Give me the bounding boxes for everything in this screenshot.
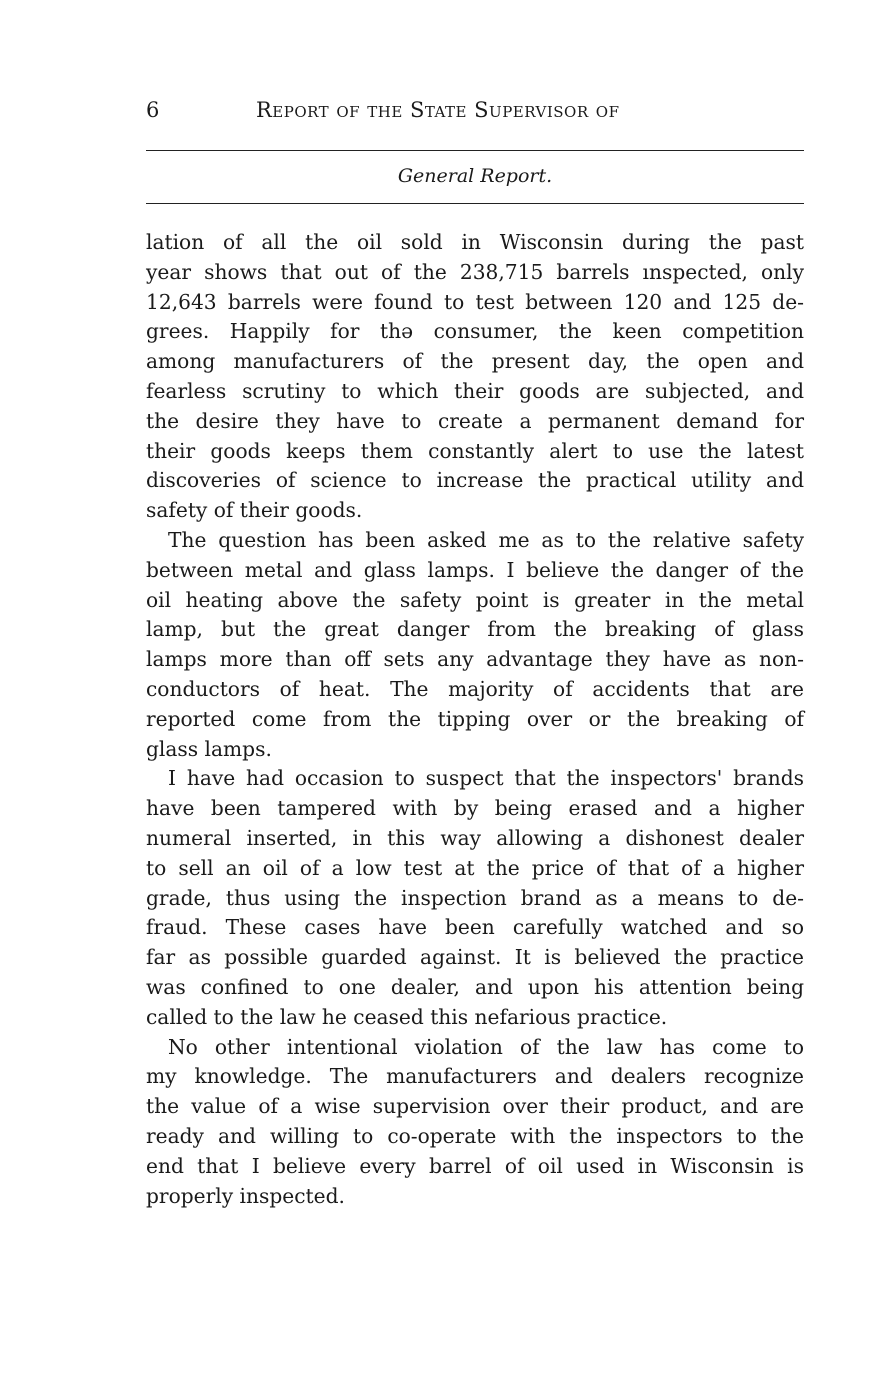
- paragraph: [146, 764, 804, 1032]
- text-line: numeral inserted, in this way allowing a dishonest dealer: [146, 825, 804, 850]
- header-rule-top: [146, 150, 804, 151]
- text-line: have been tampered with by being erased and a higher: [146, 796, 804, 821]
- body-text: [146, 228, 804, 1211]
- text-line: to sell an oil of a low test at the price of that of a higher: [146, 855, 804, 880]
- text-line: The question has been asked me as to the relative safety: [168, 527, 804, 552]
- paragraph: [146, 1033, 804, 1212]
- header-rule-bottom: [146, 203, 804, 204]
- page-number: 6: [146, 98, 160, 122]
- text-line: safety of their goods.: [146, 498, 363, 523]
- text-line: glass lamps.: [146, 736, 272, 761]
- running-head: Report of the State Supervisor of: [256, 98, 620, 122]
- text-line: fearless scrutiny to which their goods are subjected, and: [146, 378, 804, 403]
- paragraph: [146, 228, 804, 526]
- text-line: 12,643 barrels were found to test between 120 and 125 de-: [146, 289, 804, 314]
- text-line: lamps more than off sets any advantage they have as non-: [146, 647, 804, 672]
- text-line: oil heating above the safety point is greater in the metal: [146, 587, 804, 612]
- text-line: far as possible guarded against. It is believed the practice: [146, 945, 804, 970]
- text-line: conductors of heat. The majority of accidents that are: [146, 676, 804, 701]
- text-line: between metal and glass lamps. I believe the danger of the: [146, 557, 804, 582]
- text-line: lamp, but the great danger from the breaking of glass: [146, 617, 804, 642]
- text-line: I have had occasion to suspect that the inspectors' brands: [168, 766, 804, 791]
- text-line: called to the law he ceased this nefarious practice.: [146, 1004, 668, 1029]
- text-line: reported come from the tipping over or the breaking of: [146, 706, 804, 731]
- text-line: was confined to one dealer, and upon his attention being: [146, 974, 804, 999]
- text-line: No other intentional violation of the law has come to: [168, 1034, 804, 1059]
- text-line: their goods keeps them constantly alert to use the latest: [146, 438, 804, 463]
- text-line: properly inspected.: [146, 1183, 345, 1208]
- section-title: General Report.: [397, 165, 553, 187]
- text-line: year shows that out of the 238,715 barrels ınspected, only: [146, 259, 804, 284]
- text-line: grees. Happily for thə consumer, the keen competition: [146, 319, 804, 344]
- text-line: the value of a wise supervision over their product, and are: [146, 1094, 804, 1119]
- text-line: grade, thus using the inspection brand as a means to de-: [146, 885, 804, 910]
- paragraph: [146, 526, 804, 764]
- text-line: among manufacturers of the present day, the open and: [146, 349, 804, 374]
- text-line: fraud. These cases have been carefully watched and so: [146, 915, 804, 940]
- text-line: discoveries of science to increase the practical utility and: [146, 468, 804, 493]
- text-line: my knowledge. The manufacturers and dealers recognize: [146, 1064, 804, 1089]
- text-line: lation of all the oil sold in Wisconsin during the past: [146, 230, 804, 254]
- text-line: end that I believe every barrel of oil used in Wisconsin is: [146, 1153, 804, 1178]
- text-line: the desire they have to create a permanent demand for: [146, 408, 804, 433]
- text-line: ready and willing to co-operate with the inspectors to the: [146, 1123, 804, 1148]
